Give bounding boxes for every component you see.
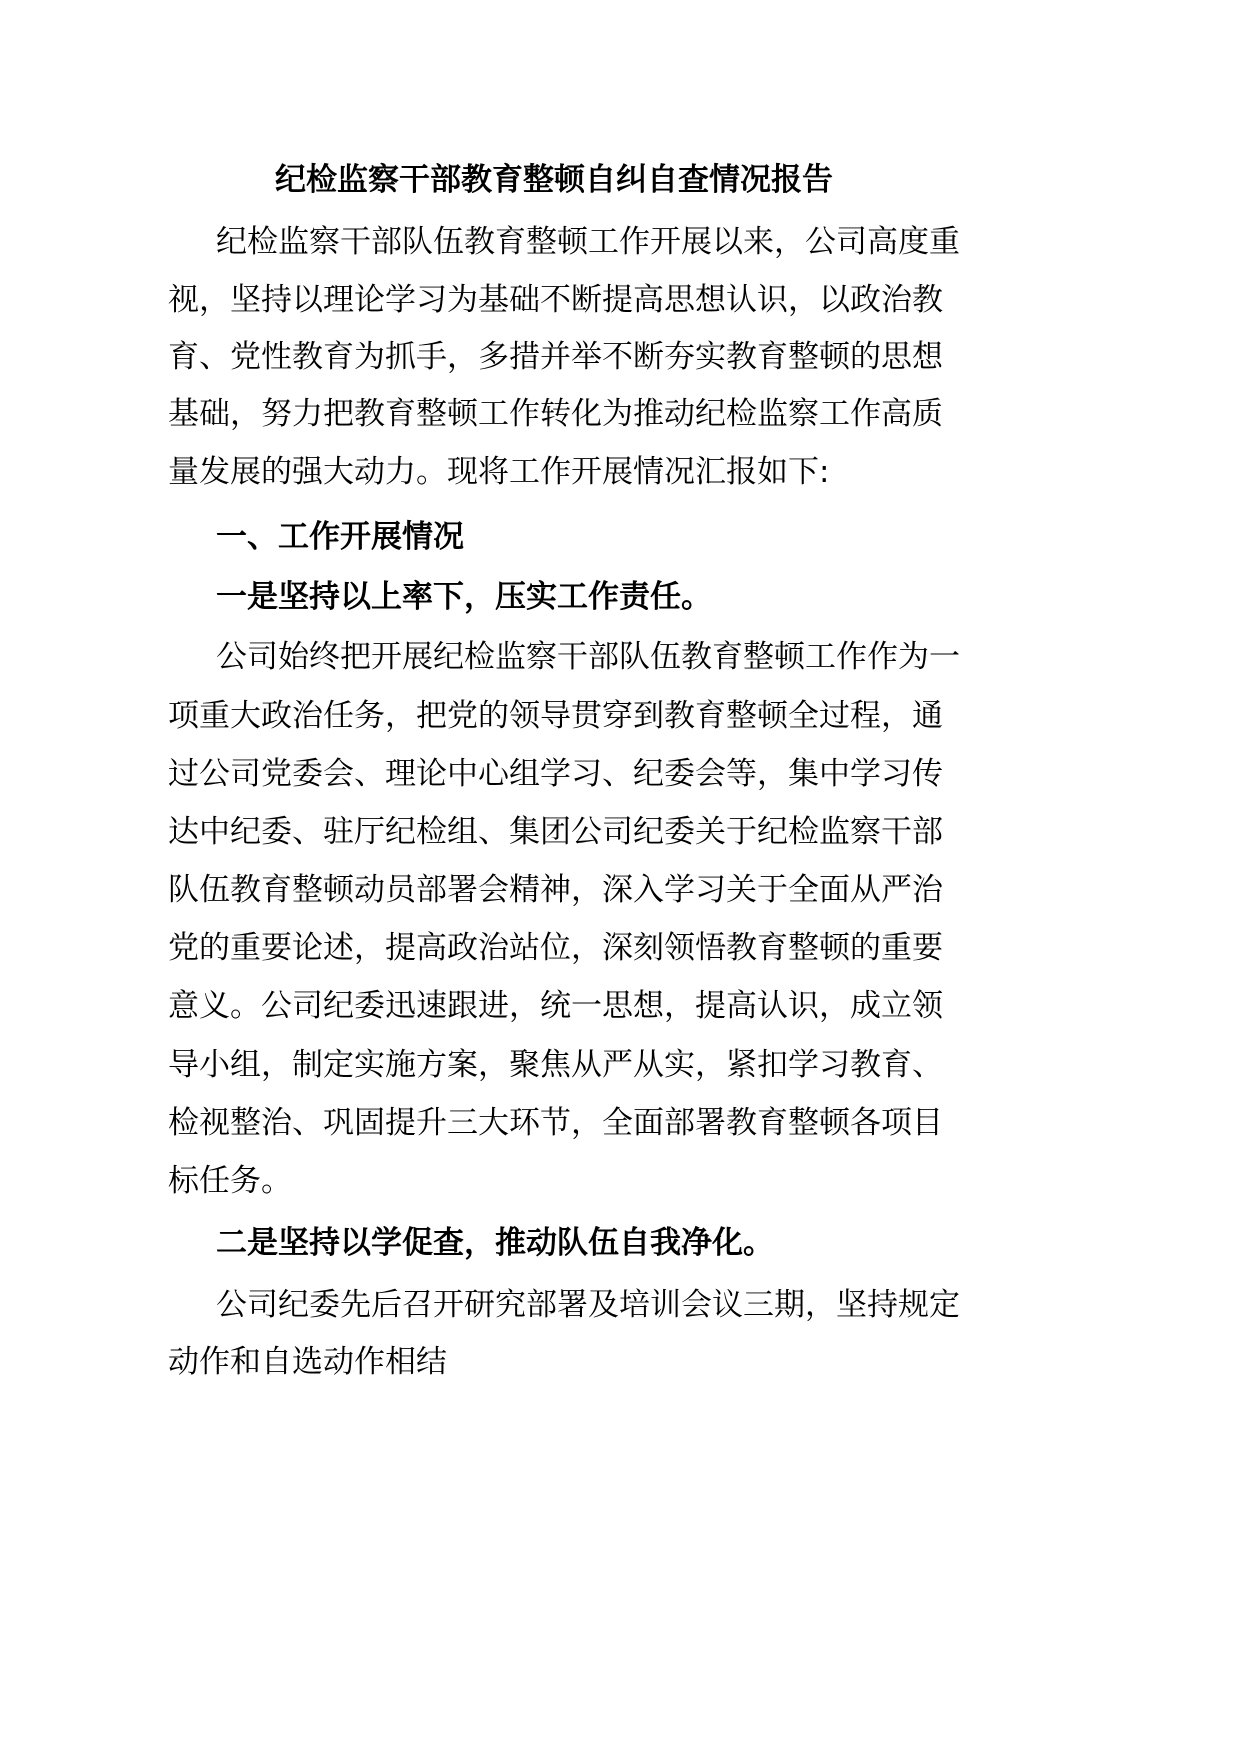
section-heading: 一、工作开展情况 xyxy=(216,519,464,555)
paragraph-line: 基础，努力把教育整顿工作转化为推动纪检监察工作高质 xyxy=(168,396,943,432)
document-title: 纪检监察干部教育整顿自纠自查情况报告 xyxy=(275,162,833,198)
paragraph-line: 纪检监察干部队伍教育整顿工作开展以来，公司高度重 xyxy=(216,224,960,260)
paragraph-line: 检视整治、巩固提升三大环节，全面部署教育整顿各项目 xyxy=(168,1105,943,1141)
paragraph-line: 队伍教育整顿动员部署会精神，深入学习关于全面从严治 xyxy=(168,872,943,908)
paragraph-line: 标任务。 xyxy=(168,1163,292,1199)
paragraph-line: 意义。公司纪委迅速跟进，统一思想，提高认识，成立领 xyxy=(168,988,943,1024)
paragraph-line: 达中纪委、驻厅纪检组、集团公司纪委关于纪检监察干部 xyxy=(168,814,943,850)
paragraph-line: 党的重要论述，提高政治站位，深刻领悟教育整顿的重要 xyxy=(168,930,943,966)
paragraph-line: 育、党性教育为抓手，多措并举不断夯实教育整顿的思想 xyxy=(168,339,943,375)
paragraph-line: 量发展的强大动力。现将工作开展情况汇报如下: xyxy=(168,454,830,490)
paragraph-line: 视，坚持以理论学习为基础不断提高思想认识，以政治教 xyxy=(168,282,943,318)
paragraph-line: 公司纪委先后召开研究部署及培训会议三期，坚持规定 xyxy=(216,1287,960,1323)
paragraph-line: 过公司党委会、理论中心组学习、纪委会等，集中学习传 xyxy=(168,756,943,792)
paragraph-line: 公司始终把开展纪检监察干部队伍教育整顿工作作为一 xyxy=(216,639,960,675)
subsection-heading: 一是坚持以上率下，压实工作责任。 xyxy=(216,579,712,615)
subsection-heading: 二是坚持以学促查，推动队伍自我净化。 xyxy=(216,1225,774,1261)
paragraph-line: 项重大政治任务，把党的领导贯穿到教育整顿全过程，通 xyxy=(168,698,943,734)
paragraph-line: 导小组，制定实施方案，聚焦从严从实，紧扣学习教育、 xyxy=(168,1047,943,1083)
paragraph-line: 动作和自选动作相结 xyxy=(168,1344,447,1380)
